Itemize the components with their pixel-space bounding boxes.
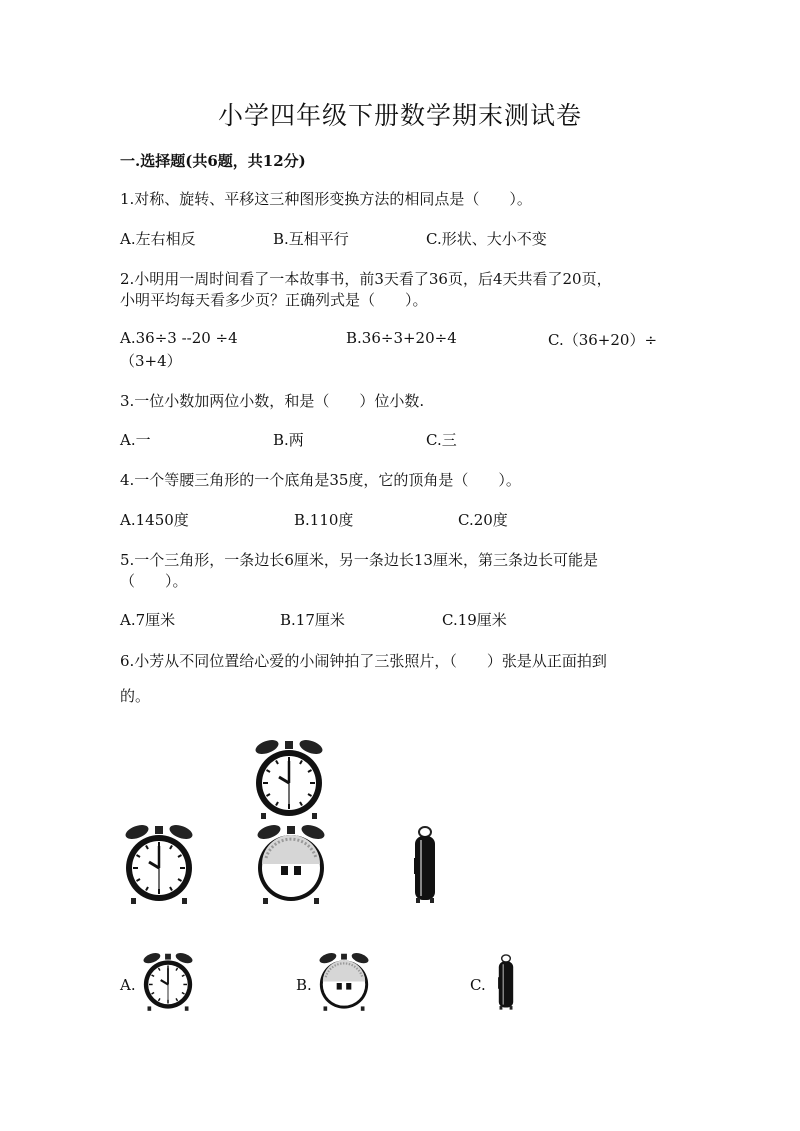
clock-front-view-top: [248, 740, 330, 822]
question-3: 3.一位小数加两位小数，和是（ ）位小数.: [120, 392, 425, 410]
q1-option-c: C.形状、大小不变: [426, 230, 547, 248]
question-6-line-2: 的。: [120, 687, 151, 705]
q3-option-b: B.两: [273, 431, 304, 449]
q4-option-a: A.1450度: [120, 511, 189, 529]
question-1: 1.对称、旋转、平移这三种图形变换方法的相同点是（ ）。: [120, 190, 532, 208]
q5-option-c: C.19厘米: [442, 611, 507, 629]
q6-option-c: C.: [470, 976, 486, 994]
clock-front-view-left: [118, 825, 200, 907]
q2-option-c-continued: （3+4）: [120, 352, 182, 370]
q2-option-b: B.36÷3+20÷4: [346, 329, 457, 347]
question-2-line-1: 2.小明用一周时间看了一本故事书，前3天看了36页，后4天共看了20页，: [120, 270, 612, 288]
q3-option-a: A.一: [120, 431, 151, 449]
clock-option-b-icon: [314, 953, 374, 1013]
q3-option-c: C.三: [426, 431, 457, 449]
q5-option-b: B.17厘米: [280, 611, 345, 629]
q1-option-b: B.互相平行: [273, 230, 349, 248]
q4-option-b: B.110度: [294, 511, 354, 529]
clock-option-c-icon: [488, 953, 524, 1013]
q6-option-a: A.: [120, 976, 136, 994]
clock-side-view: [400, 825, 450, 907]
q6-option-b: B.: [296, 976, 312, 994]
question-2-line-2: 小明平均每天看多少页？正确列式是（ ）。: [120, 291, 428, 309]
q2-option-a: A.36÷3 --20 ÷4: [120, 329, 238, 347]
q1-option-a: A.左右相反: [120, 230, 196, 248]
q2-option-c: C.（36+20）÷: [548, 331, 658, 349]
question-4: 4.一个等腰三角形的一个底角是35度，它的顶角是（ ）。: [120, 471, 521, 489]
clock-back-view: [250, 825, 332, 907]
question-6-line-1: 6.小芳从不同位置给心爱的小闹钟拍了三张照片，（ ）张是从正面拍到: [120, 652, 607, 670]
q5-option-a: A.7厘米: [120, 611, 176, 629]
question-5-line-1: 5.一个三角形，一条边长6厘米，另一条边长13厘米，第三条边长可能是: [120, 551, 598, 569]
clock-option-a-icon: [138, 953, 198, 1013]
question-5-line-2: （ ）。: [120, 572, 188, 590]
q4-option-c: C.20度: [458, 511, 508, 529]
page-title: 小学四年级下册数学期末测试卷: [217, 101, 582, 130]
section-heading: 一.选择题(共6题，共12分): [120, 152, 306, 170]
